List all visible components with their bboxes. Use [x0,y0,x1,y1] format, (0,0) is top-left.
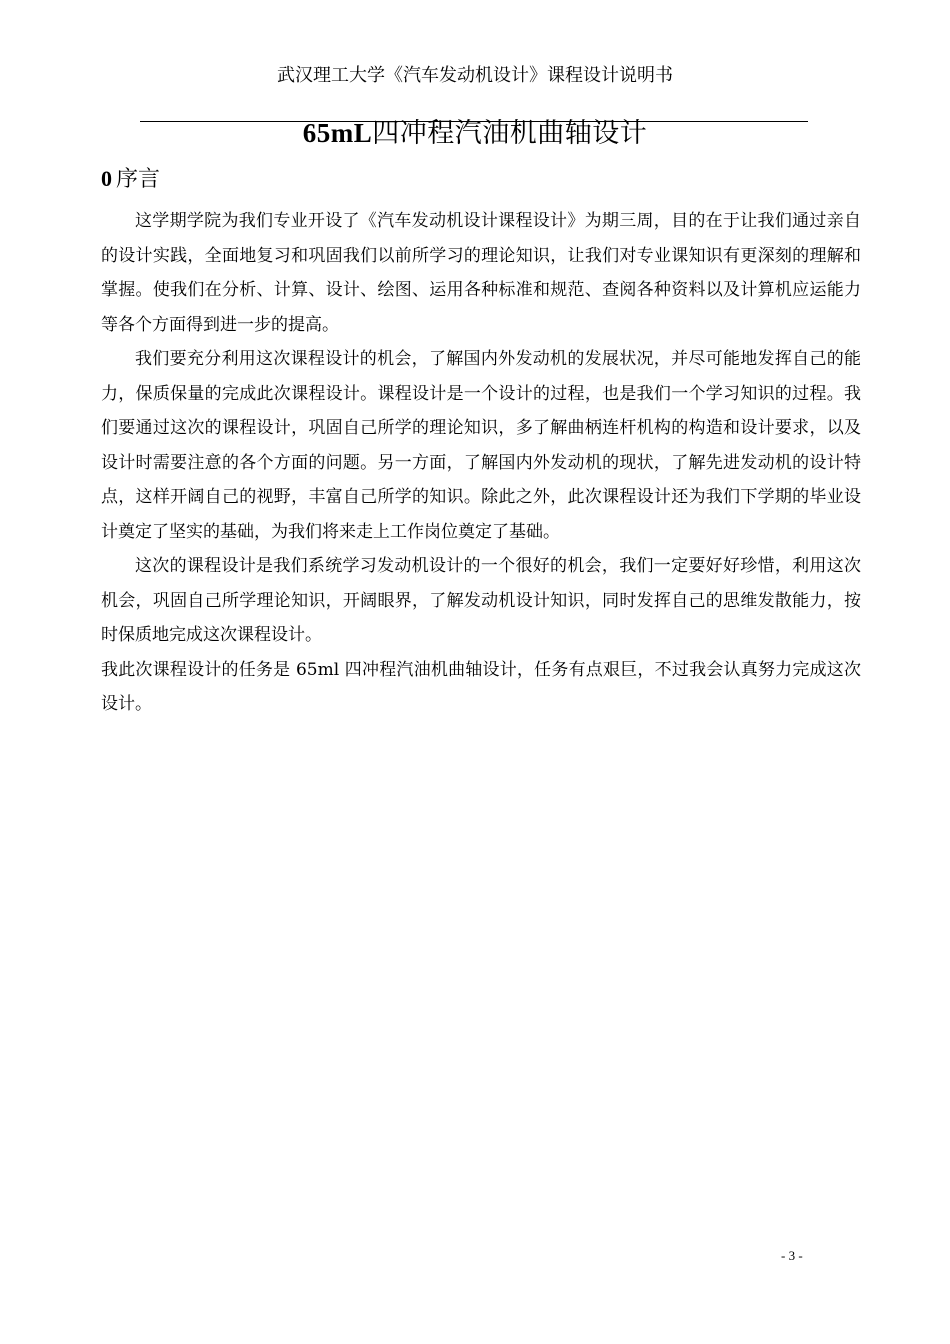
section-number: 0 [101,166,112,191]
paragraph-4: 我此次课程设计的任务是 65ml 四冲程汽油机曲轴设计，任务有点艰巨，不过我会认真努力完成这次设计。 [101,659,861,714]
document-title [0,113,950,154]
paragraph-3: 这次的课程设计是我们系统学习发动机设计的一个很好的机会，我们一定要好好珍惜，利用这次机会，巩固自己所学理论知识，开阔眼界，了解发动机设计知识，同时发挥自己的思维发散能力，按时保质地完成这次课程设计。 [101,556,861,645]
paragraph-1: 这学期学院为我们专业开设了《汽车发动机设计课程设计》为期三周，目的在于让我们通过亲自的设计实践，全面地复习和巩固我们以前所学习的理论知识，让我们对专业课知识有更深刻的理解和掌握。使我们在分析、计算、设计、绘图、运用各种标准和规范、查阅各种资料以及计算机应运能力等各个方面得到进一步的提高。 [101,211,861,335]
paragraph-2: 我们要充分利用这次课程设计的机会，了解国内外发动机的发展状况，并尽可能地发挥自己的能力，保质保量的完成此次课程设计。课程设计是一个设计的过程，也是我们一个学习知识的过程。我们要通过这次的课程设计，巩固自己所学的理论知识，多了解曲柄连杆机构的构造和设计要求，以及设计时需要注意的各个方面的问题。另一方面，了解国内外发动机的现状，了解先进发动机的设计特点，这样开阔自己的视野，丰富自己所学的知识。除此之外，此次课程设计还为我们下学期的毕业设计奠定了坚实的基础，为我们将来走上工作岗位奠定了基础。 [101,349,861,542]
section-name: 序言 [116,167,161,192]
running-header: 武汉理工大学《汽车发动机设计》课程设计说明书 [277,65,673,86]
page-number: - 3 - [781,1248,803,1263]
title-text: 四冲程汽油机曲轴设计 [372,118,648,149]
title-volume: 65mL [302,118,373,148]
section-heading [101,163,160,196]
body-text [101,204,861,722]
